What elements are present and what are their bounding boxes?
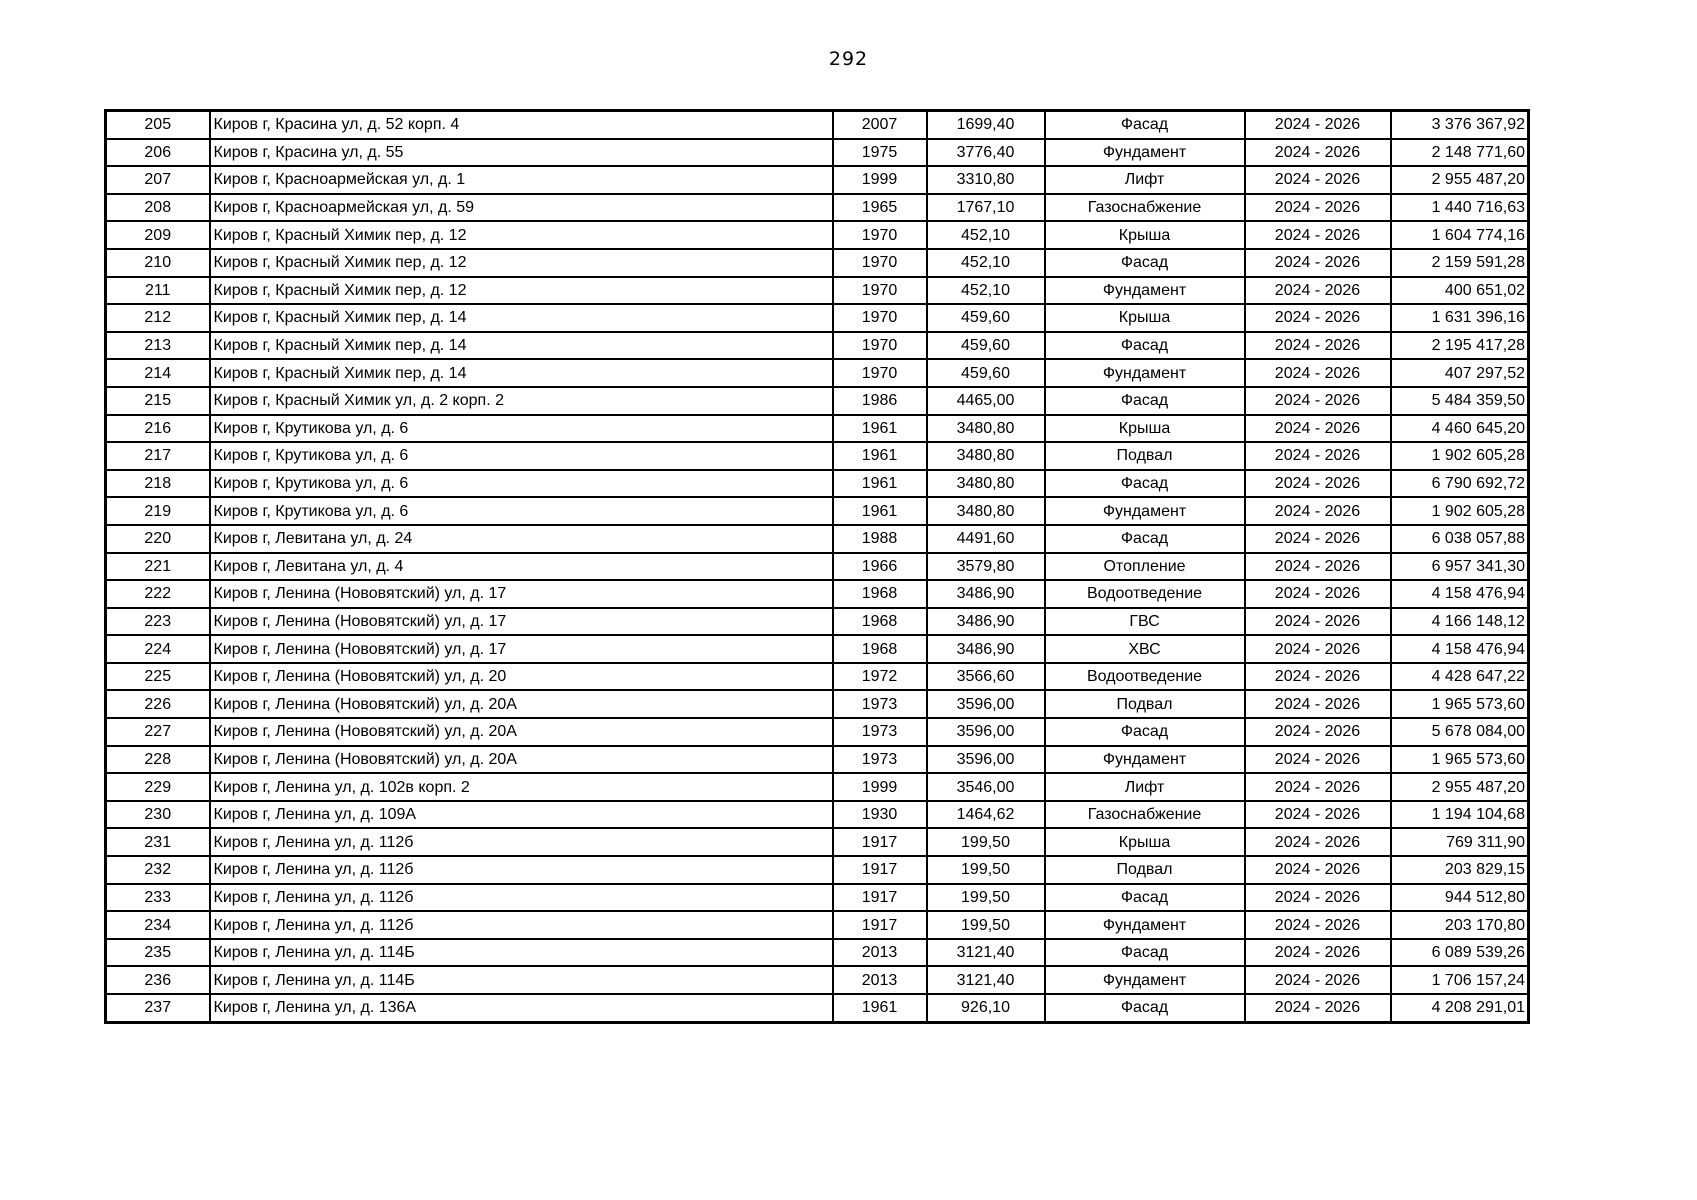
cost-cell: 4 208 291,01 <box>1391 994 1529 1022</box>
address-cell: Киров г, Красноармейская ул, д. 1 <box>210 166 833 194</box>
cost-cell: 6 790 692,72 <box>1391 470 1529 498</box>
cost-cell: 2 159 591,28 <box>1391 249 1529 277</box>
area-cell: 926,10 <box>927 994 1045 1022</box>
table-row <box>106 359 1529 387</box>
address-cell: Киров г, Ленина (Нововятский) ул, д. 20А <box>210 718 833 746</box>
address-cell: Киров г, Ленина ул, д. 114Б <box>210 966 833 994</box>
row-number-cell: 215 <box>106 387 210 415</box>
address-cell: Киров г, Красный Химик пер, д. 12 <box>210 277 833 305</box>
address-cell: Киров г, Крутикова ул, д. 6 <box>210 497 833 525</box>
address-cell: Киров г, Красноармейская ул, д. 59 <box>210 194 833 222</box>
row-number-cell: 226 <box>106 690 210 718</box>
period-cell: 2024 - 2026 <box>1245 277 1391 305</box>
table-row <box>106 525 1529 553</box>
row-number-cell: 223 <box>106 608 210 636</box>
work-type-cell: Фасад <box>1045 470 1245 498</box>
build-year-cell: 1973 <box>833 718 927 746</box>
row-number-cell: 216 <box>106 415 210 443</box>
build-year-cell: 1986 <box>833 387 927 415</box>
table-row <box>106 994 1529 1022</box>
build-year-cell: 1961 <box>833 994 927 1022</box>
cost-cell: 4 460 645,20 <box>1391 415 1529 443</box>
period-cell: 2024 - 2026 <box>1245 994 1391 1022</box>
address-cell: Киров г, Крутикова ул, д. 6 <box>210 415 833 443</box>
address-cell: Киров г, Ленина (Нововятский) ул, д. 20А <box>210 746 833 774</box>
area-cell: 3776,40 <box>927 139 1045 167</box>
cost-cell: 944 512,80 <box>1391 884 1529 912</box>
address-cell: Киров г, Ленина ул, д. 112б <box>210 828 833 856</box>
address-cell: Киров г, Ленина ул, д. 112б <box>210 856 833 884</box>
area-cell: 1464,62 <box>927 801 1045 829</box>
period-cell: 2024 - 2026 <box>1245 221 1391 249</box>
cost-cell: 400 651,02 <box>1391 277 1529 305</box>
area-cell: 452,10 <box>927 249 1045 277</box>
table-row <box>106 801 1529 829</box>
table-row <box>106 166 1529 194</box>
work-type-cell: Фундамент <box>1045 966 1245 994</box>
work-type-cell: Крыша <box>1045 415 1245 443</box>
build-year-cell: 1970 <box>833 249 927 277</box>
period-cell: 2024 - 2026 <box>1245 249 1391 277</box>
build-year-cell: 1970 <box>833 332 927 360</box>
cost-cell: 769 311,90 <box>1391 828 1529 856</box>
area-cell: 4491,60 <box>927 525 1045 553</box>
build-year-cell: 1965 <box>833 194 927 222</box>
period-cell: 2024 - 2026 <box>1245 966 1391 994</box>
address-cell: Киров г, Ленина ул, д. 102в корп. 2 <box>210 773 833 801</box>
build-year-cell: 1988 <box>833 525 927 553</box>
cost-cell: 4 158 476,94 <box>1391 580 1529 608</box>
area-cell: 199,50 <box>927 911 1045 939</box>
address-cell: Киров г, Ленина ул, д. 112б <box>210 911 833 939</box>
work-type-cell: Фундамент <box>1045 497 1245 525</box>
cost-cell: 1 440 716,63 <box>1391 194 1529 222</box>
work-type-cell: Фундамент <box>1045 359 1245 387</box>
period-cell: 2024 - 2026 <box>1245 332 1391 360</box>
address-cell: Киров г, Красина ул, д. 52 корп. 4 <box>210 111 833 139</box>
address-cell: Киров г, Красный Химик пер, д. 12 <box>210 221 833 249</box>
area-cell: 3486,90 <box>927 580 1045 608</box>
address-cell: Киров г, Левитана ул, д. 4 <box>210 553 833 581</box>
build-year-cell: 1972 <box>833 663 927 691</box>
address-cell: Киров г, Ленина (Нововятский) ул, д. 17 <box>210 635 833 663</box>
address-cell: Киров г, Ленина (Нововятский) ул, д. 20 <box>210 663 833 691</box>
row-number-cell: 222 <box>106 580 210 608</box>
area-cell: 3596,00 <box>927 746 1045 774</box>
cost-cell: 1 194 104,68 <box>1391 801 1529 829</box>
table-row <box>106 635 1529 663</box>
work-type-cell: Фундамент <box>1045 746 1245 774</box>
cost-cell: 1 604 774,16 <box>1391 221 1529 249</box>
table-row <box>106 387 1529 415</box>
area-cell: 3310,80 <box>927 166 1045 194</box>
build-year-cell: 1961 <box>833 470 927 498</box>
cost-cell: 203 829,15 <box>1391 856 1529 884</box>
period-cell: 2024 - 2026 <box>1245 718 1391 746</box>
work-type-cell: Газоснабжение <box>1045 801 1245 829</box>
period-cell: 2024 - 2026 <box>1245 470 1391 498</box>
area-cell: 459,60 <box>927 359 1045 387</box>
work-type-cell: Фасад <box>1045 939 1245 967</box>
period-cell: 2024 - 2026 <box>1245 801 1391 829</box>
cost-cell: 2 148 771,60 <box>1391 139 1529 167</box>
row-number-cell: 231 <box>106 828 210 856</box>
area-cell: 1767,10 <box>927 194 1045 222</box>
row-number-cell: 232 <box>106 856 210 884</box>
build-year-cell: 1968 <box>833 608 927 636</box>
table-row <box>106 470 1529 498</box>
area-cell: 3121,40 <box>927 966 1045 994</box>
area-cell: 4465,00 <box>927 387 1045 415</box>
address-cell: Киров г, Крутикова ул, д. 6 <box>210 442 833 470</box>
row-number-cell: 229 <box>106 773 210 801</box>
row-number-cell: 220 <box>106 525 210 553</box>
build-year-cell: 1917 <box>833 884 927 912</box>
build-year-cell: 1917 <box>833 911 927 939</box>
table-row <box>106 828 1529 856</box>
cost-cell: 2 195 417,28 <box>1391 332 1529 360</box>
period-cell: 2024 - 2026 <box>1245 111 1391 139</box>
work-type-cell: Фасад <box>1045 332 1245 360</box>
row-number-cell: 221 <box>106 553 210 581</box>
work-type-cell: Крыша <box>1045 221 1245 249</box>
period-cell: 2024 - 2026 <box>1245 939 1391 967</box>
build-year-cell: 2013 <box>833 966 927 994</box>
build-year-cell: 1961 <box>833 442 927 470</box>
row-number-cell: 211 <box>106 277 210 305</box>
address-cell: Киров г, Ленина ул, д. 136А <box>210 994 833 1022</box>
row-number-cell: 237 <box>106 994 210 1022</box>
cost-cell: 1 902 605,28 <box>1391 442 1529 470</box>
work-type-cell: Фундамент <box>1045 911 1245 939</box>
area-cell: 3480,80 <box>927 415 1045 443</box>
build-year-cell: 2007 <box>833 111 927 139</box>
build-year-cell: 1973 <box>833 746 927 774</box>
build-year-cell: 2013 <box>833 939 927 967</box>
table-row <box>106 139 1529 167</box>
build-year-cell: 1970 <box>833 359 927 387</box>
build-year-cell: 1970 <box>833 221 927 249</box>
work-type-cell: ХВС <box>1045 635 1245 663</box>
period-cell: 2024 - 2026 <box>1245 746 1391 774</box>
build-year-cell: 1975 <box>833 139 927 167</box>
period-cell: 2024 - 2026 <box>1245 911 1391 939</box>
cost-cell: 3 376 367,92 <box>1391 111 1529 139</box>
address-cell: Киров г, Ленина ул, д. 112б <box>210 884 833 912</box>
build-year-cell: 1973 <box>833 690 927 718</box>
area-cell: 3121,40 <box>927 939 1045 967</box>
address-cell: Киров г, Левитана ул, д. 24 <box>210 525 833 553</box>
cost-cell: 5 484 359,50 <box>1391 387 1529 415</box>
row-number-cell: 227 <box>106 718 210 746</box>
cost-cell: 1 965 573,60 <box>1391 690 1529 718</box>
area-cell: 3596,00 <box>927 690 1045 718</box>
table-row <box>106 415 1529 443</box>
row-number-cell: 208 <box>106 194 210 222</box>
period-cell: 2024 - 2026 <box>1245 773 1391 801</box>
cost-cell: 407 297,52 <box>1391 359 1529 387</box>
build-year-cell: 1966 <box>833 553 927 581</box>
period-cell: 2024 - 2026 <box>1245 166 1391 194</box>
work-type-cell: Крыша <box>1045 828 1245 856</box>
table-row <box>106 773 1529 801</box>
address-cell: Киров г, Крутикова ул, д. 6 <box>210 470 833 498</box>
build-year-cell: 1968 <box>833 580 927 608</box>
address-cell: Киров г, Красина ул, д. 55 <box>210 139 833 167</box>
address-cell: Киров г, Красный Химик пер, д. 14 <box>210 332 833 360</box>
work-type-cell: Подвал <box>1045 442 1245 470</box>
table-row <box>106 580 1529 608</box>
table-row <box>106 277 1529 305</box>
row-number-cell: 224 <box>106 635 210 663</box>
cost-cell: 5 678 084,00 <box>1391 718 1529 746</box>
table-row <box>106 911 1529 939</box>
cost-cell: 6 957 341,30 <box>1391 553 1529 581</box>
work-type-cell: Фасад <box>1045 718 1245 746</box>
work-type-cell: Водоотведение <box>1045 663 1245 691</box>
work-type-cell: Подвал <box>1045 856 1245 884</box>
table-row <box>106 442 1529 470</box>
period-cell: 2024 - 2026 <box>1245 415 1391 443</box>
cost-cell: 1 706 157,24 <box>1391 966 1529 994</box>
table-row <box>106 249 1529 277</box>
address-cell: Киров г, Красный Химик пер, д. 12 <box>210 249 833 277</box>
area-cell: 199,50 <box>927 856 1045 884</box>
period-cell: 2024 - 2026 <box>1245 884 1391 912</box>
build-year-cell: 1930 <box>833 801 927 829</box>
area-cell: 3486,90 <box>927 635 1045 663</box>
build-year-cell: 1999 <box>833 166 927 194</box>
period-cell: 2024 - 2026 <box>1245 580 1391 608</box>
work-type-cell: Лифт <box>1045 166 1245 194</box>
row-number-cell: 219 <box>106 497 210 525</box>
table-body <box>106 111 1529 1023</box>
repair-schedule-table <box>104 109 1530 1024</box>
row-number-cell: 235 <box>106 939 210 967</box>
area-cell: 3486,90 <box>927 608 1045 636</box>
work-type-cell: Крыша <box>1045 304 1245 332</box>
table-row <box>106 304 1529 332</box>
cost-cell: 1 965 573,60 <box>1391 746 1529 774</box>
period-cell: 2024 - 2026 <box>1245 194 1391 222</box>
cost-cell: 6 038 057,88 <box>1391 525 1529 553</box>
row-number-cell: 213 <box>106 332 210 360</box>
cost-cell: 2 955 487,20 <box>1391 166 1529 194</box>
work-type-cell: Водоотведение <box>1045 580 1245 608</box>
area-cell: 3566,60 <box>927 663 1045 691</box>
address-cell: Киров г, Ленина (Нововятский) ул, д. 20А <box>210 690 833 718</box>
cost-cell: 1 902 605,28 <box>1391 497 1529 525</box>
area-cell: 3579,80 <box>927 553 1045 581</box>
row-number-cell: 214 <box>106 359 210 387</box>
build-year-cell: 1970 <box>833 304 927 332</box>
address-cell: Киров г, Ленина ул, д. 114Б <box>210 939 833 967</box>
table-row <box>106 884 1529 912</box>
period-cell: 2024 - 2026 <box>1245 359 1391 387</box>
period-cell: 2024 - 2026 <box>1245 387 1391 415</box>
work-type-cell: Подвал <box>1045 690 1245 718</box>
work-type-cell: Газоснабжение <box>1045 194 1245 222</box>
area-cell: 3480,80 <box>927 470 1045 498</box>
row-number-cell: 209 <box>106 221 210 249</box>
work-type-cell: Фундамент <box>1045 277 1245 305</box>
area-cell: 3546,00 <box>927 773 1045 801</box>
row-number-cell: 228 <box>106 746 210 774</box>
row-number-cell: 218 <box>106 470 210 498</box>
row-number-cell: 236 <box>106 966 210 994</box>
period-cell: 2024 - 2026 <box>1245 553 1391 581</box>
page-number: 292 <box>828 48 869 70</box>
area-cell: 452,10 <box>927 221 1045 249</box>
area-cell: 459,60 <box>927 332 1045 360</box>
area-cell: 199,50 <box>927 884 1045 912</box>
period-cell: 2024 - 2026 <box>1245 525 1391 553</box>
row-number-cell: 205 <box>106 111 210 139</box>
table-row <box>106 194 1529 222</box>
period-cell: 2024 - 2026 <box>1245 497 1391 525</box>
build-year-cell: 1961 <box>833 497 927 525</box>
area-cell: 199,50 <box>927 828 1045 856</box>
cost-cell: 4 428 647,22 <box>1391 663 1529 691</box>
work-type-cell: Фасад <box>1045 994 1245 1022</box>
period-cell: 2024 - 2026 <box>1245 690 1391 718</box>
table-row <box>106 221 1529 249</box>
work-type-cell: Отопление <box>1045 553 1245 581</box>
row-number-cell: 230 <box>106 801 210 829</box>
period-cell: 2024 - 2026 <box>1245 663 1391 691</box>
table-row <box>106 111 1529 139</box>
address-cell: Киров г, Красный Химик пер, д. 14 <box>210 304 833 332</box>
period-cell: 2024 - 2026 <box>1245 139 1391 167</box>
area-cell: 1699,40 <box>927 111 1045 139</box>
table-row <box>106 966 1529 994</box>
table-row <box>106 856 1529 884</box>
period-cell: 2024 - 2026 <box>1245 856 1391 884</box>
period-cell: 2024 - 2026 <box>1245 608 1391 636</box>
build-year-cell: 1917 <box>833 828 927 856</box>
work-type-cell: Фасад <box>1045 111 1245 139</box>
area-cell: 3596,00 <box>927 718 1045 746</box>
row-number-cell: 207 <box>106 166 210 194</box>
table-row <box>106 663 1529 691</box>
row-number-cell: 210 <box>106 249 210 277</box>
build-year-cell: 1970 <box>833 277 927 305</box>
row-number-cell: 225 <box>106 663 210 691</box>
area-cell: 3480,80 <box>927 442 1045 470</box>
row-number-cell: 206 <box>106 139 210 167</box>
address-cell: Киров г, Красный Химик пер, д. 14 <box>210 359 833 387</box>
period-cell: 2024 - 2026 <box>1245 828 1391 856</box>
area-cell: 452,10 <box>927 277 1045 305</box>
table-row <box>106 746 1529 774</box>
work-type-cell: Фасад <box>1045 387 1245 415</box>
work-type-cell: Фасад <box>1045 525 1245 553</box>
period-cell: 2024 - 2026 <box>1245 635 1391 663</box>
table-row <box>106 497 1529 525</box>
work-type-cell: Фасад <box>1045 884 1245 912</box>
table-row <box>106 553 1529 581</box>
cost-cell: 1 631 396,16 <box>1391 304 1529 332</box>
build-year-cell: 1999 <box>833 773 927 801</box>
table-row <box>106 690 1529 718</box>
work-type-cell: ГВС <box>1045 608 1245 636</box>
row-number-cell: 234 <box>106 911 210 939</box>
cost-cell: 4 166 148,12 <box>1391 608 1529 636</box>
period-cell: 2024 - 2026 <box>1245 304 1391 332</box>
table-row <box>106 332 1529 360</box>
work-type-cell: Лифт <box>1045 773 1245 801</box>
table-row <box>106 718 1529 746</box>
area-cell: 459,60 <box>927 304 1045 332</box>
address-cell: Киров г, Ленина (Нововятский) ул, д. 17 <box>210 608 833 636</box>
cost-cell: 203 170,80 <box>1391 911 1529 939</box>
cost-cell: 6 089 539,26 <box>1391 939 1529 967</box>
table-row <box>106 608 1529 636</box>
cost-cell: 2 955 487,20 <box>1391 773 1529 801</box>
cost-cell: 4 158 476,94 <box>1391 635 1529 663</box>
build-year-cell: 1961 <box>833 415 927 443</box>
table-row <box>106 939 1529 967</box>
work-type-cell: Фундамент <box>1045 139 1245 167</box>
row-number-cell: 212 <box>106 304 210 332</box>
build-year-cell: 1917 <box>833 856 927 884</box>
address-cell: Киров г, Ленина (Нововятский) ул, д. 17 <box>210 580 833 608</box>
work-type-cell: Фасад <box>1045 249 1245 277</box>
area-cell: 3480,80 <box>927 497 1045 525</box>
row-number-cell: 233 <box>106 884 210 912</box>
build-year-cell: 1968 <box>833 635 927 663</box>
row-number-cell: 217 <box>106 442 210 470</box>
address-cell: Киров г, Ленина ул, д. 109А <box>210 801 833 829</box>
period-cell: 2024 - 2026 <box>1245 442 1391 470</box>
address-cell: Киров г, Красный Химик ул, д. 2 корп. 2 <box>210 387 833 415</box>
